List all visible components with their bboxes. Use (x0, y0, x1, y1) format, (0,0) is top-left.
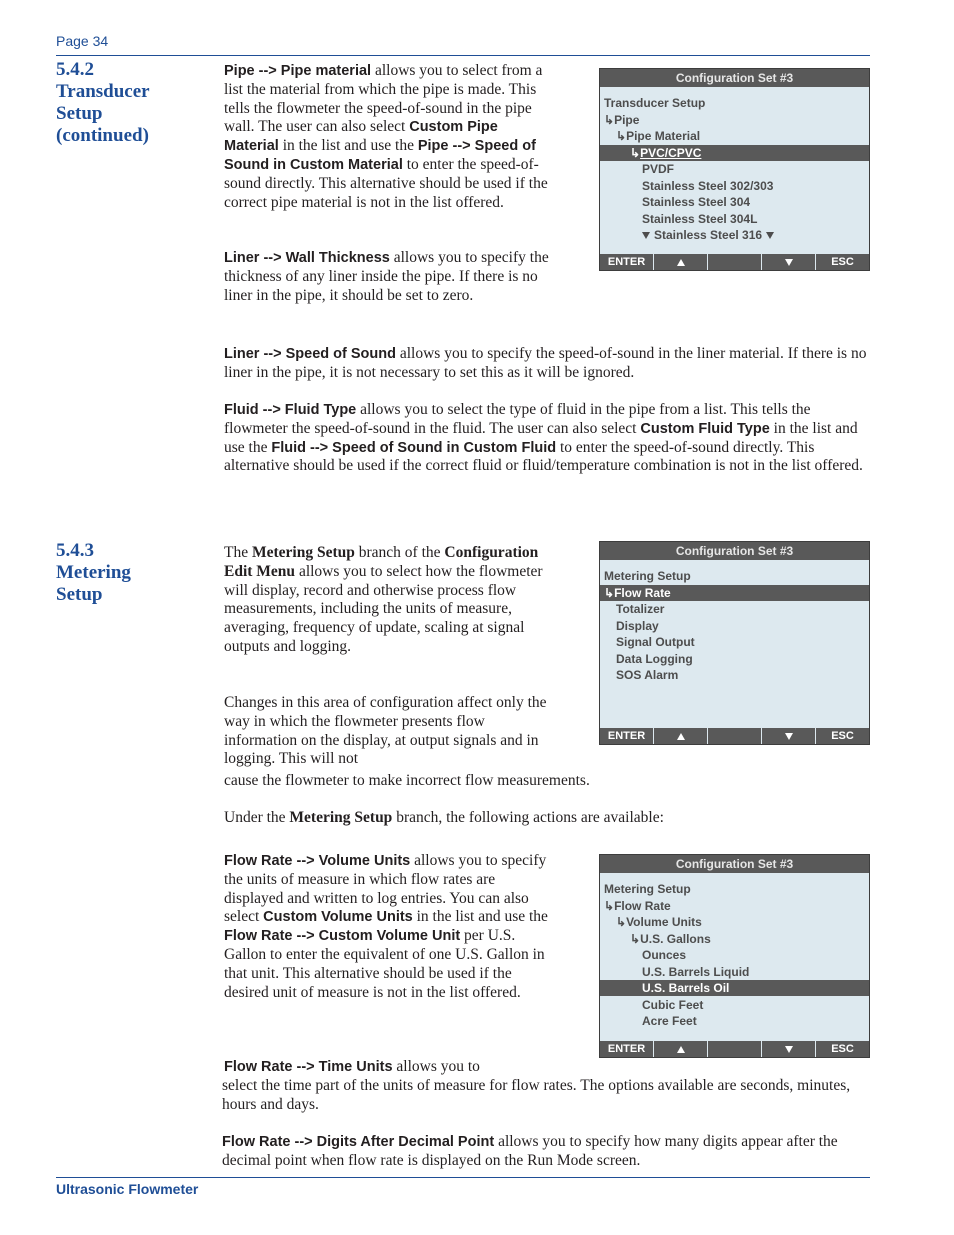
text-run: The (224, 544, 252, 561)
text-run: allows you to select how the flowmeter will display, record and otherwise process flow measurements, including the units of measure, averaging, frequency of update, scaling at signal outputs and logging. (224, 562, 543, 655)
bold-term: Configuration Edit Menu (224, 544, 539, 580)
submenu-arrow-icon: ↳ (630, 931, 641, 946)
section-title-line: Setup (56, 584, 103, 605)
section-542-title (56, 59, 150, 147)
text-run: Under the (224, 809, 290, 826)
menu-item[interactable] (600, 634, 869, 650)
text-run: in the list and use the (412, 908, 548, 926)
menu-item-label: U.S. Gallons (640, 931, 711, 946)
menu-item[interactable] (600, 931, 869, 947)
esc-key[interactable]: ESC (831, 1043, 854, 1055)
header-rule (56, 55, 870, 56)
menu-item-label: Stainless Steel 304L (642, 211, 758, 226)
menu-item-label: PVC/CPVC (640, 145, 702, 160)
config-screen-volume-units (599, 854, 870, 1058)
screen-title: Configuration Set #3 (600, 855, 869, 873)
liner-speed-of-sound-paragraph (224, 345, 869, 383)
menu-item-label: Totalizer (616, 602, 665, 616)
up-arrow-key[interactable] (654, 254, 708, 270)
menu-item-label: Stainless Steel 316 (654, 228, 763, 242)
submenu-arrow-icon: ↳ (604, 585, 615, 600)
menu-item[interactable] (600, 651, 869, 667)
footer-label: Ultrasonic Flowmeter (56, 1181, 199, 1197)
up-arrow-icon (677, 1046, 685, 1053)
menu-item-label: Pipe Material (626, 129, 701, 143)
menu-item-label: Metering Setup (604, 569, 691, 583)
bold-term: Flow Rate --> Time Units (224, 1059, 393, 1075)
bold-term: Flow Rate --> Digits After Decimal Point (222, 1134, 495, 1150)
up-arrow-icon (677, 733, 685, 740)
menu-item[interactable] (600, 568, 869, 584)
menu-item[interactable] (600, 1013, 869, 1029)
menu-item[interactable] (600, 112, 869, 128)
menu-item[interactable] (600, 881, 869, 897)
text-run: to enter the speed-of-sound directly. This alternative should be used if the correct pipe material is not in the list offered. (224, 155, 548, 211)
section-543-title (56, 540, 131, 606)
down-arrow-key[interactable] (762, 254, 816, 270)
menu-item[interactable] (600, 128, 869, 144)
menu-item[interactable] (600, 227, 869, 243)
text-run: allows you to specify the units of measure in which flow rates are displayed and written to log entries. You can also select (224, 852, 547, 926)
metering-setup-intro-paragraph (224, 544, 554, 657)
down-arrow-icon (785, 259, 793, 266)
menu-item-label: Volume Units (626, 915, 702, 929)
menu-item[interactable] (600, 95, 869, 111)
text-run: allows you to specify the thickness of any liner inside the pipe. If there is no liner in the pipe, it should be set to zero. (224, 249, 549, 304)
menu-item-label: Metering Setup (604, 882, 691, 896)
menu-item-selected[interactable] (600, 145, 869, 161)
menu-item-label: Cubic Feet (642, 997, 704, 1012)
time-units-paragraph (224, 1058, 554, 1077)
submenu-arrow-icon: ↳ (630, 145, 641, 160)
blank-key[interactable] (708, 728, 762, 744)
esc-key[interactable]: ESC (831, 256, 854, 268)
section-title-line: (continued) (56, 125, 149, 146)
menu-item[interactable] (600, 914, 869, 930)
softkey-bar (600, 254, 869, 270)
text-run: in the list and use the (224, 419, 858, 456)
section-title-line: Transducer (56, 81, 150, 102)
menu-item[interactable] (600, 601, 869, 617)
menu-item[interactable] (600, 898, 869, 914)
up-arrow-icon (677, 259, 685, 266)
text-run: in the list and use the (278, 137, 418, 155)
config-screen-metering-setup (599, 541, 870, 745)
text-run: allows you to specify the speed-of-sound in the liner material. If there is no liner in the pipe, it is not necessary to set this as it will be ignored. (224, 345, 867, 381)
bold-term: Metering Setup (251, 544, 355, 561)
text-run: allows you to select from a list the material from which the pipe is made. This tells the flowmeter the speed-of-sound in the pipe wall. The user can also select (224, 62, 543, 136)
menu-item-label: SOS Alarm (616, 668, 679, 682)
down-arrow-key[interactable] (762, 728, 816, 744)
bold-term: Fluid --> Fluid Type (224, 402, 357, 418)
bold-term: Custom Volume Units (263, 909, 413, 926)
text-run: branch of the (354, 544, 445, 561)
down-arrow-icon (785, 733, 793, 740)
menu-item-label: Pipe (614, 112, 640, 127)
bold-term: Metering Setup (289, 809, 393, 826)
down-arrow-icon (785, 1046, 793, 1053)
text-run: allows you to (392, 1058, 480, 1075)
volume-units-paragraph (224, 852, 554, 1002)
menu-item[interactable] (600, 997, 869, 1013)
menu-item[interactable] (600, 178, 869, 194)
bold-term: Flow Rate --> Volume Units (224, 853, 411, 869)
up-arrow-key[interactable] (654, 1041, 708, 1057)
menu-item-label: Signal Output (616, 635, 695, 649)
footer-rule (56, 1177, 870, 1178)
menu-item[interactable] (600, 947, 869, 963)
menu-item-label: U.S. Barrels Liquid (642, 964, 750, 979)
menu-item-label: U.S. Barrels Oil (642, 981, 730, 995)
menu-item-label: Ounces (642, 948, 687, 962)
blank-key[interactable] (708, 254, 762, 270)
bold-term: Custom Fluid Type (640, 420, 770, 437)
menu-item-label: Flow Rate (614, 585, 671, 600)
menu-item-label: Stainless Steel 302/303 (642, 178, 774, 193)
screen-title: Configuration Set #3 (600, 69, 869, 87)
bold-term: Custom Pipe Material (224, 119, 498, 155)
bold-term: Flow Rate --> Custom Volume Unit (224, 928, 461, 945)
text-run: allows you to specify how many digits appear after the decimal point when flow rate is displayed on the Run Mode screen. (222, 1133, 838, 1169)
bold-term: Liner --> Wall Thickness (224, 250, 390, 266)
menu-item-label: Display (616, 618, 659, 633)
fluid-type-paragraph (224, 401, 869, 476)
menu-item-label: PVDF (642, 162, 675, 176)
menu-item-label: Flow Rate (614, 898, 671, 913)
metering-actions-paragraph (224, 809, 869, 828)
menu-item[interactable] (600, 211, 869, 227)
text-run: branch, the following actions are available: (392, 809, 664, 826)
menu-item-selected[interactable] (600, 980, 869, 996)
enter-key[interactable]: ENTER (600, 1041, 654, 1057)
section-title-line: Setup (56, 103, 103, 124)
metering-changes-paragraph: Changes in this area of configuration affect only the way in which the flowmeter presents flow information on the display, at output signals and in logging. This will not (224, 694, 547, 768)
menu-item-label: Data Logging (616, 651, 693, 666)
softkey-bar (600, 728, 869, 744)
metering-changes-paragraph-cont: cause the flowmeter to make incorrect flow measurements. (224, 772, 590, 789)
enter-key[interactable]: ENTER (600, 728, 654, 744)
scroll-down-icon (642, 232, 650, 239)
digits-after-decimal-paragraph (222, 1133, 867, 1171)
bold-term: Pipe --> Pipe material (224, 63, 372, 79)
enter-key[interactable]: ENTER (600, 254, 654, 270)
up-arrow-key[interactable] (654, 728, 708, 744)
section-title-line: 5.4.2 (56, 59, 94, 80)
page-number: Page 34 (56, 33, 109, 49)
submenu-arrow-icon: ↳ (616, 129, 627, 143)
menu-item[interactable] (600, 618, 869, 634)
menu-item-label: Acre Feet (642, 1014, 697, 1028)
softkey-bar (600, 1041, 869, 1057)
menu-item[interactable] (600, 161, 869, 177)
text-run: allows you to select the type of fluid in the pipe from a list. This tells the flowmeter the speed-of-sound in the fluid. The user can also select (224, 401, 811, 437)
esc-key[interactable]: ESC (831, 730, 854, 742)
time-units-paragraph-cont: select the time part of the units of measure for flow rates. The options available are seconds, minutes, hours and days. (222, 1077, 851, 1113)
submenu-arrow-icon: ↳ (604, 898, 615, 913)
menu-item-label: Stainless Steel 304 (642, 195, 751, 209)
blank-key[interactable] (708, 1041, 762, 1057)
text-run: to enter the speed-of-sound directly. This alternative should be used if the correct fluid or fluid/temperature combination is not in the list offered. (224, 438, 863, 475)
liner-wall-thickness-paragraph (224, 249, 554, 305)
text-run: per U.S. Gallon to enter the equivalent of one U.S. Gallon in that unit. This alternative should be used if the desired unit of measure is not in the list offered. (224, 927, 545, 1001)
submenu-arrow-icon: ↳ (616, 915, 627, 929)
screen-title: Configuration Set #3 (600, 542, 869, 560)
menu-item[interactable] (600, 964, 869, 980)
menu-item[interactable] (600, 667, 869, 683)
menu-item-label: Transducer Setup (604, 96, 706, 110)
config-screen-pipe-material (599, 68, 870, 271)
scroll-down-icon (766, 232, 774, 239)
bold-term: Fluid --> Speed of Sound in Custom Fluid (271, 439, 557, 456)
pipe-material-paragraph (224, 62, 554, 212)
section-title-line: 5.4.3 (56, 540, 94, 561)
down-arrow-key[interactable] (762, 1041, 816, 1057)
bold-term: Liner --> Speed of Sound (224, 346, 396, 362)
menu-item-selected[interactable] (600, 585, 869, 601)
section-title-line: Metering (56, 562, 131, 583)
bold-term: Pipe --> Speed of Sound in Custom Material (224, 138, 536, 173)
submenu-arrow-icon: ↳ (604, 112, 615, 127)
menu-item[interactable] (600, 194, 869, 210)
